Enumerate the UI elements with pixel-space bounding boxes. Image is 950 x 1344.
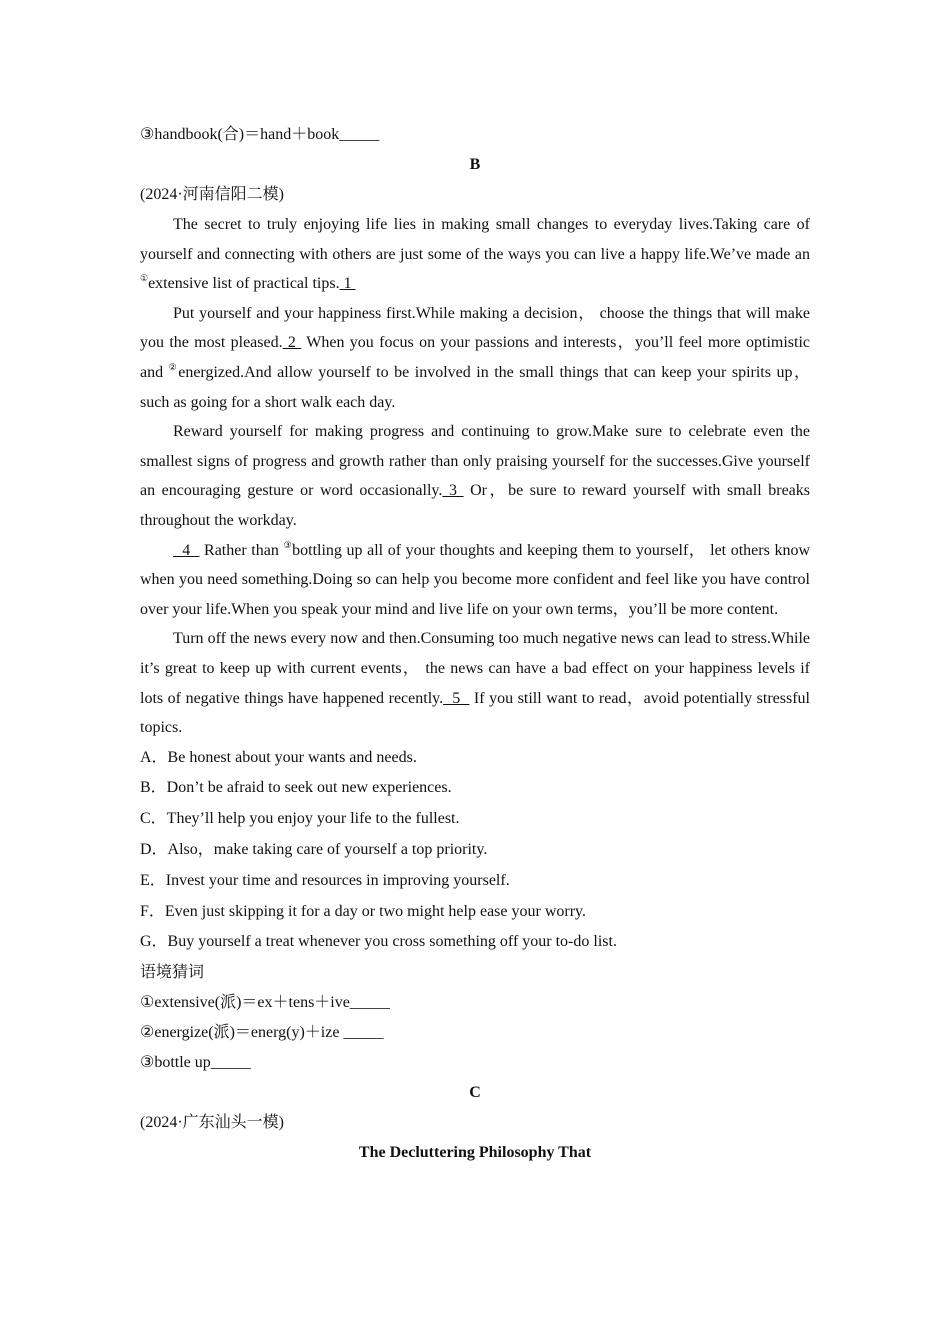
vocab-mark: ③ <box>140 126 155 143</box>
section-b-source: (2024·河南信阳二模) <box>140 186 284 203</box>
answer-blank-1[interactable]: 1 <box>339 275 356 293</box>
footnote-marker-3: ③ <box>283 539 293 550</box>
paragraph-text: If you still want to read，avoid potentially stressful topics. <box>140 689 811 737</box>
footnote-marker-1: ① <box>140 273 149 284</box>
answer-blank-3[interactable]: 3 <box>442 482 464 500</box>
vocab-word: ①extensive(派)＝ex＋tens＋ive <box>140 994 350 1012</box>
paragraph-text: Put yourself and your happiness first.While making a decision， choose the things that will make you the most pleased. <box>140 304 810 352</box>
passage-paragraph-4 <box>140 536 810 625</box>
paragraph-text: Turn off the news every now and then.Consuming too much negative news can lead to stress.While it’s great to keep up with current events， the news can have a bad effect on your happiness levels if lots of negative things have happened recently. <box>140 630 810 707</box>
footnote-marker-2: ② <box>168 361 179 372</box>
vocab-word: handbook(合)＝hand＋book <box>154 126 340 143</box>
section-c-source: (2024·广东汕头一模) <box>140 1114 284 1132</box>
option-b[interactable]: B．Don’t be afraid to seek out new experiences. <box>140 779 452 797</box>
paragraph-text: extensive list of practical tips. <box>148 275 340 293</box>
paragraph-text: energized.And allow yourself to be involved in the small things that can keep your spirits up，such as going for a short walk each day. <box>140 363 811 411</box>
vocab-blank: _____ <box>339 126 380 143</box>
option-g[interactable]: G．Buy yourself a treat whenever you cross something off your to-do list. <box>140 933 617 951</box>
section-c-heading: C <box>469 1084 481 1102</box>
paragraph-text: Rather than <box>199 541 284 559</box>
paragraph-text: Reward yourself for making progress and continuing to grow.Make sure to celebrate even the smallest signs of progress and growth rather than only praising yourself for the successes.Give yourself an encouraging gesture or word occasionally. <box>140 423 810 500</box>
vocab-word: ③bottle up <box>140 1054 211 1072</box>
answer-blank-5[interactable]: 5 <box>443 689 470 707</box>
vocab-blank[interactable]: _____ <box>343 1024 384 1042</box>
previous-vocab-item <box>140 120 810 150</box>
vocab-item-2 <box>140 1018 810 1048</box>
passage-paragraph-3 <box>140 417 810 535</box>
option-f[interactable]: F．Even just skipping it for a day or two might help ease your worry. <box>140 902 587 920</box>
option-e[interactable]: E．Invest your time and resources in improving yourself. <box>140 871 510 889</box>
vocab-item-1 <box>140 988 810 1018</box>
vocab-word: ②energize(派)＝energ(y)＋ize <box>140 1024 344 1042</box>
passage-paragraph-1 <box>140 210 810 299</box>
section-c-title: The Decluttering Philosophy That <box>358 1144 592 1162</box>
paragraph-text: The secret to truly enjoying life lies in making small changes to everyday lives.Taking care of yourself and connecting with others are just some of the ways you can live a happy life.We’ve made an <box>140 216 810 263</box>
vocab-item-3 <box>140 1048 810 1078</box>
paragraph-text: When you focus on your passions and interests，you’ll feel more optimistic and <box>140 334 811 381</box>
paragraph-text: bottling up all of your thoughts and keeping them to yourself， let others know when you need something.Doing so can help you become more confident and feel like you have control over your life.When you speak your mind and live life on your own terms，you’ll be more content. <box>140 541 810 618</box>
paragraph-text: Or，be sure to reward yourself with small breaks throughout the workday. <box>140 482 810 529</box>
option-a[interactable]: A．Be honest about your wants and needs. <box>140 748 417 766</box>
answer-blank-2[interactable]: 2 <box>282 334 302 352</box>
option-d[interactable]: D．Also，make taking care of yourself a top priority. <box>140 841 488 859</box>
vocab-blank[interactable]: _____ <box>210 1054 251 1072</box>
answer-blank-4[interactable]: 4 <box>173 541 200 559</box>
vocab-blank[interactable]: _____ <box>349 994 390 1012</box>
document-content <box>140 120 810 1168</box>
passage-paragraph-5 <box>140 624 810 742</box>
vocab-heading: 语境猜词 <box>140 964 205 982</box>
passage-paragraph-2 <box>140 299 810 417</box>
option-c[interactable]: C．They’ll help you enjoy your life to the fullest. <box>140 810 460 828</box>
option-list <box>140 743 810 959</box>
section-b-heading: B <box>469 156 481 173</box>
